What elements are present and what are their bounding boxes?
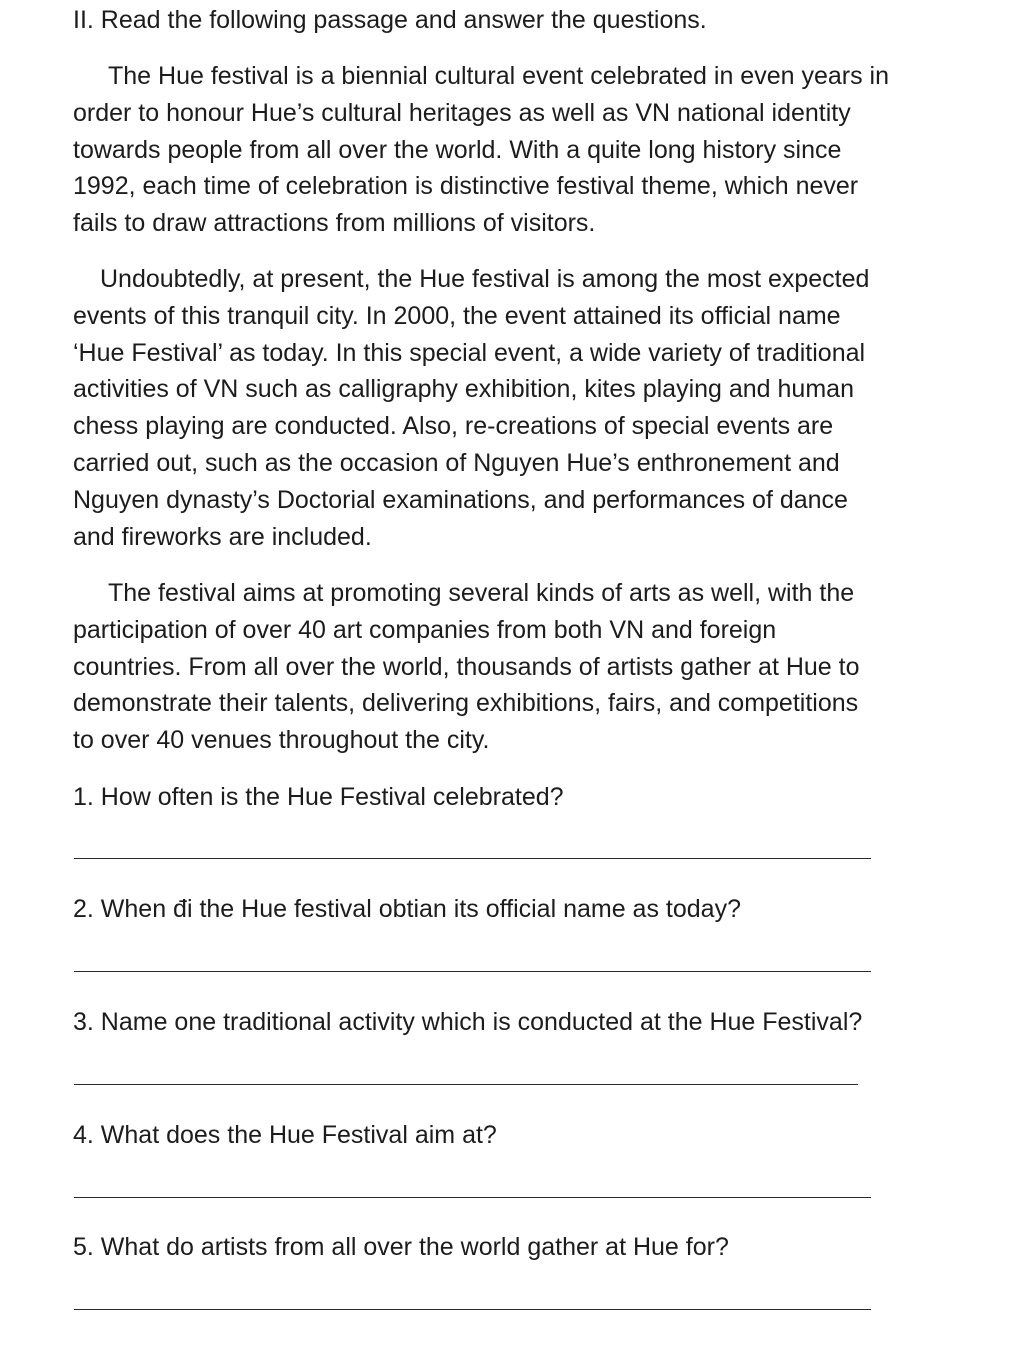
passage-paragraph-1: [73, 58, 889, 242]
paragraph-line: 1992, each time of celebration is distinctive festival theme, which never: [73, 172, 859, 201]
answer-line-5[interactable]: [74, 1309, 871, 1310]
question-4: 4. What does the Hue Festival aim at?: [73, 1121, 497, 1149]
exercise-heading: II. Read the following passage and answer the questions.: [73, 6, 707, 34]
question-2: 2. When đi the Hue festival obtian its official name as today?: [73, 895, 741, 923]
paragraph-line: demonstrate their talents, delivering exhibitions, fairs, and competitions: [73, 689, 859, 718]
paragraph-line: fails to draw attractions from millions of visitors.: [73, 209, 596, 238]
paragraph-line: order to honour Hue’s cultural heritages as well as VN national identity: [73, 98, 851, 127]
paragraph-line: activities of VN such as calligraphy exhibition, kites playing and human: [73, 375, 854, 404]
question-1: 1. How often is the Hue Festival celebrated?: [73, 783, 564, 811]
paragraph-line: The Hue festival is a biennial cultural event celebrated in even years in: [108, 62, 889, 90]
paragraph-line: The festival aims at promoting several kinds of arts as well, with the: [108, 579, 855, 607]
passage-paragraph-3: [73, 575, 860, 759]
paragraph-line: Undoubtedly, at present, the Hue festival is among the most expected: [100, 265, 870, 293]
paragraph-line: ‘Hue Festival’ as today. In this special event, a wide variety of traditional: [73, 338, 866, 367]
paragraph-line: events of this tranquil city. In 2000, the event attained its official name: [73, 301, 841, 330]
paragraph-line: countries. From all over the world, thousands of artists gather at Hue to: [73, 652, 860, 681]
paragraph-line: carried out, such as the occasion of Nguyen Hue’s enthronement and: [73, 448, 840, 477]
answer-line-1[interactable]: [74, 858, 871, 859]
paragraph-line: and fireworks are included.: [73, 522, 372, 551]
paragraph-line: to over 40 venues throughout the city.: [73, 726, 490, 755]
answer-line-3[interactable]: [74, 1084, 858, 1085]
paragraph-line: participation of over 40 art companies from both VN and foreign: [73, 615, 777, 644]
paragraph-line: Nguyen dynasty’s Doctorial examinations, and performances of dance: [73, 485, 848, 514]
question-3: 3. Name one traditional activity which is conducted at the Hue Festival?: [73, 1008, 863, 1036]
paragraph-line: towards people from all over the world. With a quite long history since: [73, 135, 842, 164]
answer-line-4[interactable]: [74, 1197, 871, 1198]
question-5: 5. What do artists from all over the world gather at Hue for?: [73, 1233, 729, 1261]
answer-line-2[interactable]: [74, 971, 871, 972]
passage-paragraph-2: [73, 261, 869, 555]
paragraph-line: chess playing are conducted. Also, re-creations of special events are: [73, 412, 834, 441]
